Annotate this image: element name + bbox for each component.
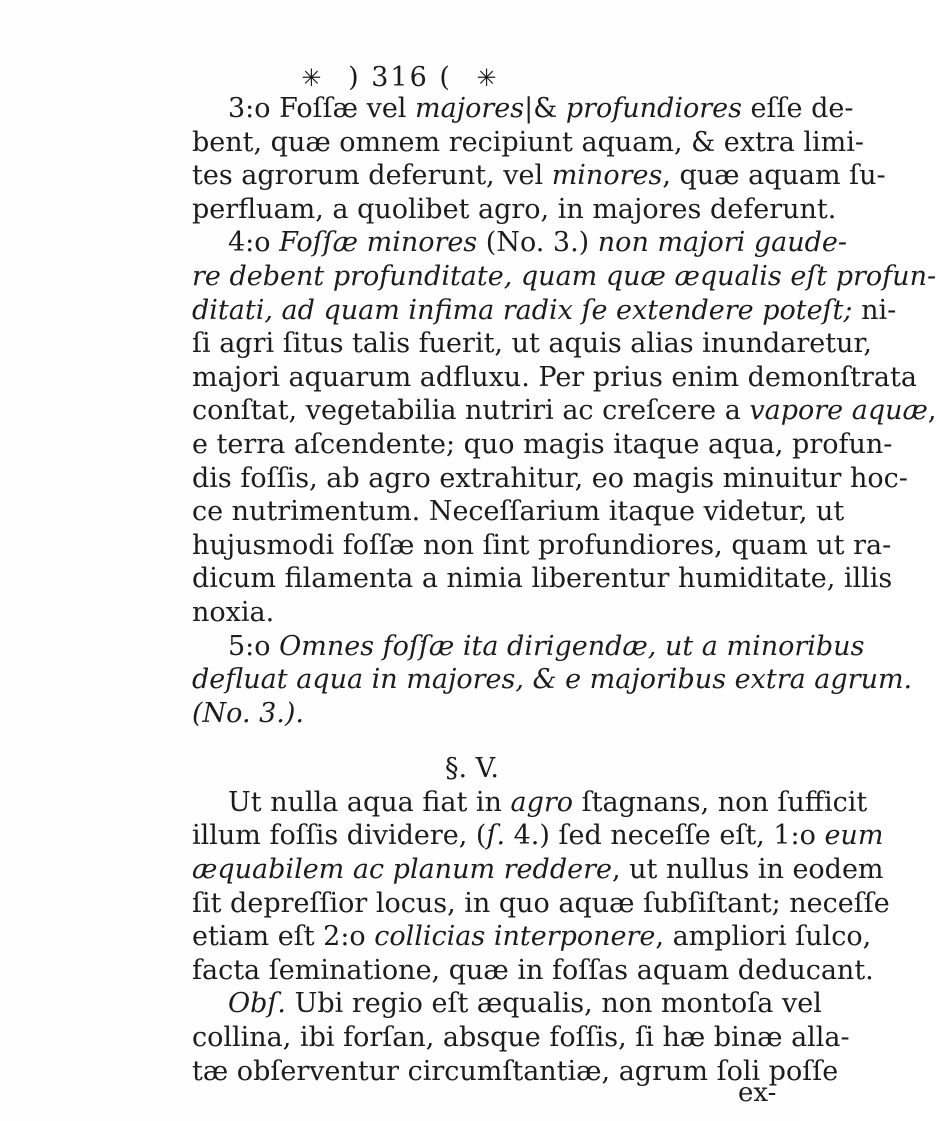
text-run: conſtat, vegetabilia nutriri ac creſcere a	[192, 395, 750, 427]
text-run: 4:o	[228, 227, 280, 259]
text-run: tæ obſerventur circumſtantiæ, agrum ſoli poſſe	[192, 1055, 839, 1087]
text-line	[192, 294, 897, 328]
text-run: Obſ.	[228, 988, 286, 1020]
text-run: ſtagnans, non ſufficit	[573, 786, 868, 818]
text-run: , quæ aquam ſu-	[662, 160, 886, 192]
text-line	[192, 361, 917, 395]
text-line	[192, 596, 792, 630]
text-run: ſ.	[486, 820, 506, 852]
text-line	[192, 920, 872, 954]
text-run: æquabilem ac planum reddere	[192, 854, 612, 886]
catchword: ex-	[738, 1078, 777, 1108]
text-run: Foſſæ minores	[279, 227, 478, 259]
text-line	[192, 529, 892, 563]
page-number: ) 316 (	[348, 62, 452, 93]
text-run: |&	[524, 93, 566, 124]
text-run: 4.) ſed neceſſe eſt, 1:o	[505, 820, 825, 852]
text-line	[192, 663, 913, 697]
text-run: ,	[927, 395, 937, 427]
text-line	[192, 697, 792, 731]
section-heading	[192, 752, 792, 786]
text-line	[192, 495, 845, 529]
text-run: collina, ibi forſan, absque foſſis, ſi hæ binæ alla-	[192, 1022, 850, 1054]
text-run: perfluam, a quolibet agro, in majores deferunt.	[192, 193, 837, 225]
text-run: , ampliori ſulco,	[655, 921, 872, 953]
star-ornament-icon: ✳	[301, 64, 324, 92]
text-run: ce nutrimentum. Neceſſarium itaque videtur, ut	[192, 496, 845, 528]
text-run: ſit depreſſior locus, in quo aquæ ſubſiſtant; neceſſe	[192, 887, 890, 919]
text-line	[192, 260, 937, 294]
text-run: §. V.	[444, 753, 500, 785]
text-line	[192, 327, 872, 361]
text-line	[192, 226, 848, 260]
text-run: , ut nullus in eodem	[611, 854, 884, 886]
text-run: dicum filamenta a nimia liberentur humiditate, illis	[192, 563, 893, 595]
body-text	[192, 92, 937, 1088]
text-line	[192, 92, 854, 126]
text-line	[192, 462, 908, 496]
text-line	[192, 954, 874, 988]
text-run: 5:o	[228, 630, 280, 662]
text-run: profundiores	[565, 93, 742, 124]
text-run: ſi agri ſitus talis fuerit, ut aquis alias inundaretur,	[192, 328, 872, 360]
text-run: vapore aquæ	[749, 395, 928, 427]
text-run: facta ſeminatione, quæ in foſſas aquam deducant.	[192, 954, 874, 986]
text-run: Omnes foſſæ ita dirigendæ, ut a minoribus	[279, 630, 865, 662]
text-line	[192, 786, 868, 820]
text-line	[192, 853, 884, 887]
text-line	[192, 159, 886, 193]
text-run: collicias interponere	[374, 921, 656, 953]
text-run: ditati, ad quam infima radix ſe extendere poteſt;	[192, 294, 853, 326]
text-run: dis foſſis, ab agro extrahitur, eo magis minuitur hoc-	[192, 462, 908, 494]
text-line	[192, 987, 822, 1021]
text-run: 3:o Foſſæ vel	[228, 93, 416, 124]
text-run: agro	[510, 786, 574, 818]
text-line	[192, 1021, 850, 1055]
text-line	[192, 193, 837, 227]
text-line	[192, 630, 865, 664]
text-run: Ut nulla aqua fiat in	[228, 786, 511, 818]
text-line	[192, 126, 865, 160]
text-line	[192, 562, 893, 596]
text-run: etiam eſt 2:o	[192, 921, 375, 953]
text-run: re debent profunditate, quam quæ æqualis eſt profun-	[192, 260, 937, 292]
text-run: illum foſſis dividere, (	[192, 820, 487, 852]
text-line	[192, 887, 890, 921]
text-run: tes agrorum deferunt, vel	[192, 160, 552, 192]
text-run: (No. 3.)	[477, 227, 598, 259]
text-run: eum	[824, 820, 884, 852]
text-line	[192, 394, 937, 428]
text-run: majori aquarum adfluxu. Per prius enim demonſtrata	[192, 361, 917, 393]
text-run: non majori gaude-	[597, 227, 848, 259]
text-line	[192, 428, 893, 462]
page-header	[0, 62, 800, 93]
text-run: ni-	[852, 294, 897, 326]
text-run: minores	[551, 160, 663, 192]
star-ornament-icon: ✳	[476, 64, 499, 92]
text-run: (No. 3.).	[192, 697, 304, 729]
text-run: defluat aqua in majores, & e majoribus extra agrum.	[192, 664, 913, 696]
text-run: eſſe de-	[741, 93, 854, 124]
text-run: Ubi regio eſt æqualis, non montoſa vel	[286, 988, 822, 1020]
text-line	[192, 1055, 839, 1089]
text-run: noxia.	[192, 596, 275, 628]
text-run: bent, quæ omnem recipiunt aquam, & extra limi-	[192, 126, 865, 158]
text-run: majores	[415, 93, 525, 124]
text-run: hujusmodi foſſæ non ſint profundiores, quam ut ra-	[192, 529, 892, 561]
text-run: e terra aſcendente; quo magis itaque aqua, profun-	[192, 428, 893, 460]
text-line	[192, 819, 884, 853]
